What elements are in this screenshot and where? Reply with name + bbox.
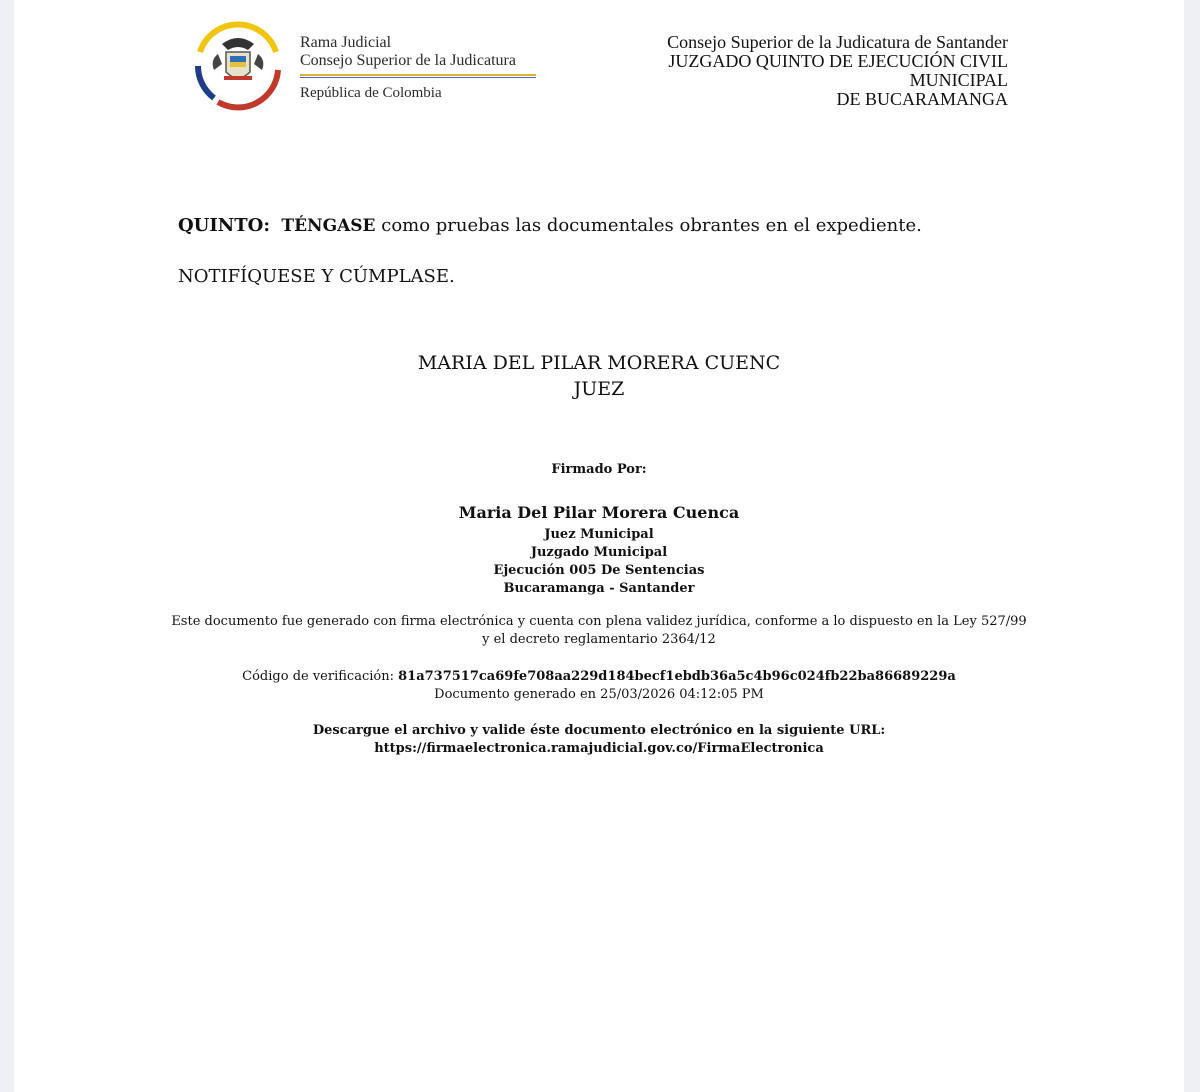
- court-line-4: DE BUCARAMANGA: [836, 89, 1008, 109]
- verification-label: Código de verificación:: [242, 669, 399, 684]
- quinto-keyword: TÉNGASE: [281, 216, 376, 236]
- court-line-3: MUNICIPAL: [909, 70, 1008, 90]
- quinto-text: como pruebas las documentales obrantes en el expediente.: [375, 215, 922, 236]
- generated-date: Documento generado en 25/03/2026 04:12:05 PM: [434, 687, 764, 702]
- quinto-label: QUINTO:: [178, 215, 270, 236]
- signature-roles: [14, 526, 1184, 598]
- notification-text: NOTIFÍQUESE Y CÚMPLASE.: [178, 266, 455, 287]
- verification-block: [14, 668, 1184, 704]
- verification-line: [14, 668, 1184, 686]
- court-header: [667, 33, 1008, 109]
- download-block: [14, 722, 1184, 758]
- brand-rule: [300, 74, 536, 76]
- signer-name: MARIA DEL PILAR MORERA CUENC: [417, 352, 781, 374]
- signer-title: JUEZ: [573, 378, 625, 400]
- legal-line-2: y el decreto reglamentario 2364/12: [482, 632, 716, 647]
- download-instruction: Descargue el archivo y valide éste documento electrónico en la siguiente URL:: [312, 723, 886, 738]
- brand-line-1: Rama Judicial: [300, 34, 392, 51]
- quinto-paragraph: [178, 215, 922, 236]
- brand-block: [300, 34, 536, 102]
- colombia-judiciary-logo: [188, 14, 288, 114]
- verification-code: 81a737517ca69fe708aa229d184becf1ebdb36a5c4b96c024fb22ba86689229a: [398, 669, 956, 684]
- signature-role-2: Juzgado Municipal: [530, 545, 668, 560]
- brand-line-3: República de Colombia: [300, 85, 442, 101]
- court-line-2: JUZGADO QUINTO DE EJECUCIÓN CIVIL: [668, 51, 1008, 71]
- legal-notice: [14, 613, 1184, 649]
- signature-role-3: Ejecución 005 De Sentencias: [493, 563, 705, 578]
- signature-role-1: Juez Municipal: [544, 527, 654, 542]
- signer-block: [14, 350, 1184, 402]
- signature-full-name: Maria Del Pilar Morera Cuenca: [458, 503, 740, 522]
- document-page: [14, 0, 1184, 1092]
- validation-url[interactable]: https://firmaelectronica.ramajudicial.gov.co/FirmaElectronica: [374, 741, 824, 756]
- court-line-1: Consejo Superior de la Judicatura de Santander: [667, 32, 1008, 52]
- signature-role-4: Bucaramanga - Santander: [503, 581, 695, 596]
- legal-line-1: Este documento fue generado con firma electrónica y cuenta con plena validez jurídica, conforme a lo dispuesto en la Ley 527/99: [171, 614, 1027, 629]
- brand-line-2: Consejo Superior de la Judicatura: [300, 52, 516, 69]
- brand-rule-blue: [300, 77, 536, 78]
- signed-by-label: Firmado Por:: [551, 462, 647, 477]
